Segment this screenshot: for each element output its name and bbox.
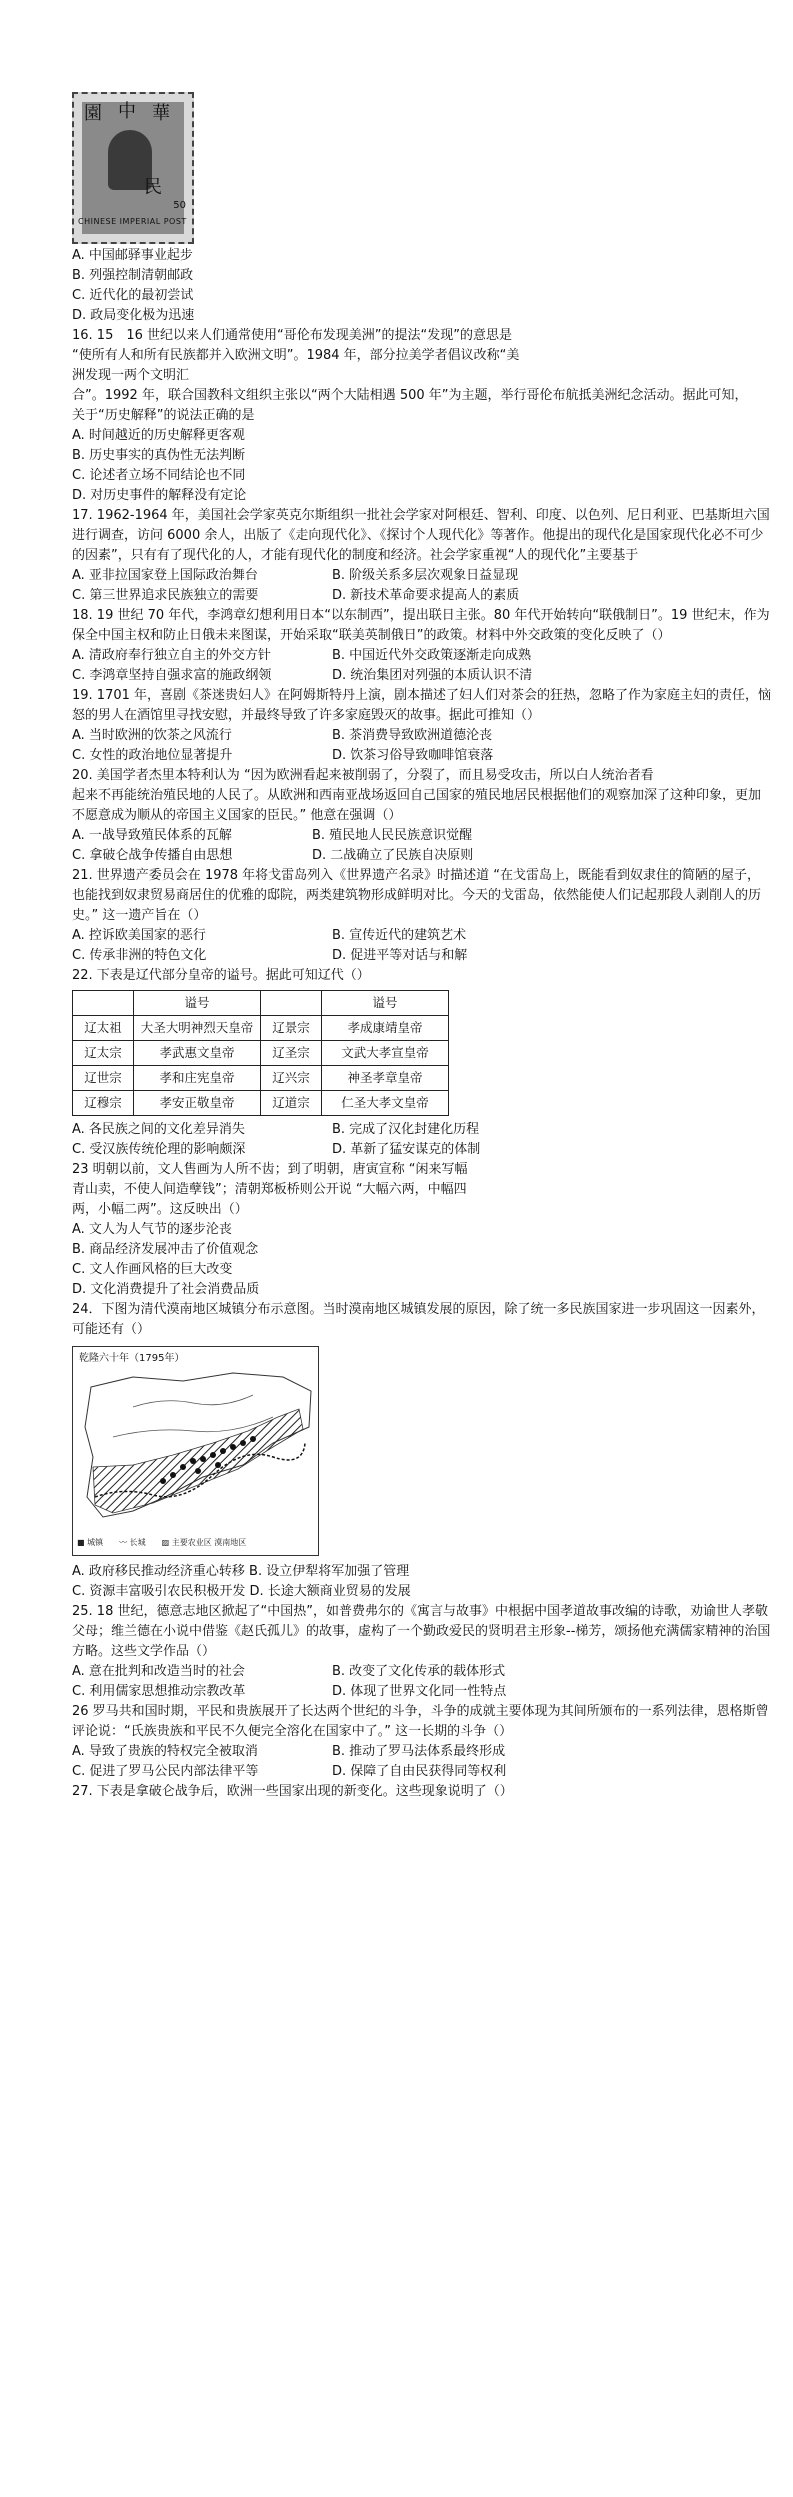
option: A. 意在批判和改造当时的社会 xyxy=(72,1664,245,1679)
question-text: 20. 美国学者杰里本特利认为 “因为欧洲看起来被削弱了，分裂了，而且易受攻击，所以白人统治者看 xyxy=(72,768,654,783)
option: C. 女性的政治地位显著提升 xyxy=(72,748,233,763)
option: A. 各民族之间的文化差异消失 xyxy=(72,1122,245,1137)
option: A. 时间越近的历史解释更客观 xyxy=(72,428,245,443)
option: D. 文化消费提升了社会消费品质 xyxy=(72,1282,260,1297)
options-grid xyxy=(72,826,772,866)
question-text: 合”。1992 年，联合国教科文组织主张以“两个大陆相遇 500 年”为主题，举行哥伦布航抵美洲纪念活动。据此可知， xyxy=(72,388,748,403)
option: A. 中国邮驿事业起步 xyxy=(72,248,193,263)
question-text: 18. 19 世纪 70 年代，李鸿章幻想利用日本“以东制西”，提出联日主张。80 年代开始转向“联俄制日”。19 世纪末，作为保全中国主权和防止日俄未来图谋，开始采取“联美英制俄日”的政策。材料中外交政策的变化反映了（） xyxy=(72,608,770,643)
question-text: 17. 1962-1964 年，美国社会学家英克尔斯组织一批社会学家对阿根廷、智利、印度、以色列、尼日利亚、巴基斯坦六国进行调查，访问 6000 余人，出版了《走向现代化》、《探讨个人现代化》等著作。他提出的现代化是国家现代化必不可少的因素”，只有有了现代化的人，才能有现代化的制度和经济。社会学家重视“人的现代化”主要基于 xyxy=(72,508,770,563)
table-cell: 孝成康靖皇帝 xyxy=(322,1016,449,1041)
option: C. 文人作画风格的巨大改变 xyxy=(72,1262,233,1277)
option: B. 历史事实的真伪性无法判断 xyxy=(72,448,246,463)
question-text: 26 罗马共和国时期，平民和贵族展开了长达两个世纪的斗争，斗争的成就主要体现为其间所颁布的一系列法律，恩格斯曾评论说：“氏族贵族和平民不久便完全溶化在国家中了。” 这一长期的斗争（） xyxy=(72,1704,769,1739)
table-row xyxy=(73,1066,449,1091)
option: C. 李鸿章坚持自强求富的施政纲领 xyxy=(72,668,272,683)
table-row xyxy=(73,1016,449,1041)
option: A. 一战导致殖民体系的瓦解 xyxy=(72,828,232,843)
table-row xyxy=(73,1091,449,1116)
question-text: “使所有人和所有民族都并入欧洲文明”。1984 年，部分拉美学者倡议改称“美 xyxy=(72,348,520,363)
emperor-table xyxy=(72,990,449,1116)
table-cell: 大圣大明神烈天皇帝 xyxy=(134,1016,261,1041)
map-title: 乾隆六十年（1795年） xyxy=(79,1353,185,1364)
table-header-cell: 谥号 xyxy=(322,991,449,1016)
option: D. 革新了猛安谋克的体制 xyxy=(332,1142,481,1157)
table-header-cell: 谥号 xyxy=(134,991,261,1016)
option: C. 论述者立场不同结论也不同 xyxy=(72,468,246,483)
option: B. 列强控制清朝邮政 xyxy=(72,268,194,283)
table-cell: 辽太宗 xyxy=(73,1041,134,1066)
stamp-char: 園 xyxy=(84,103,102,124)
question-text: 关于“历史解释”的说法正确的是 xyxy=(72,408,255,423)
option: C. 利用儒家思想推动宗教改革 xyxy=(72,1684,246,1699)
option: D. 饮茶习俗导致咖啡馆衰落 xyxy=(332,748,494,763)
town-distribution-map xyxy=(72,1346,319,1556)
option: B. 商品经济发展冲击了价值观念 xyxy=(72,1242,259,1257)
question-text: 洲发现一两个文明汇 xyxy=(72,368,190,383)
option: D. 二战确立了民族自决原则 xyxy=(312,848,474,863)
option: D. 统治集团对列强的本质认识不清 xyxy=(332,668,533,683)
table-header-row xyxy=(73,991,449,1016)
option: D. 对历史事件的解释没有定论 xyxy=(72,488,247,503)
table-cell: 辽穆宗 xyxy=(73,1091,134,1116)
options-grid xyxy=(72,1120,772,1160)
question-content xyxy=(72,246,772,1802)
table-cell: 辽太祖 xyxy=(73,1016,134,1041)
options-grid xyxy=(72,1662,772,1702)
stamp-char: 華 xyxy=(152,103,170,124)
stamp-value: 50 xyxy=(173,200,186,211)
options-grid xyxy=(72,1742,772,1782)
options-grid xyxy=(72,646,772,686)
table-cell: 辽兴宗 xyxy=(261,1066,322,1091)
table-cell: 文武大孝宣皇帝 xyxy=(322,1041,449,1066)
question-text: 两，小幅二两”。这反映出（） xyxy=(72,1202,248,1217)
question-text: 青山卖，不使人间造孽钱”；清朝郑板桥则公开说 “大幅六两，中幅四 xyxy=(72,1182,467,1197)
table-cell: 神圣孝章皇帝 xyxy=(322,1066,449,1091)
option: C. 拿破仑战争传播自由思想 xyxy=(72,848,233,863)
option: B. 推动了罗马法体系最终形成 xyxy=(332,1744,506,1759)
table-cell: 孝安正敬皇帝 xyxy=(134,1091,261,1116)
option: C. 传承非洲的特色文化 xyxy=(72,948,207,963)
option: A. 清政府奉行独立自主的外交方针 xyxy=(72,648,271,663)
table-cell: 仁圣大孝文皇帝 xyxy=(322,1091,449,1116)
option: D. 促进平等对话与和解 xyxy=(332,948,468,963)
question-text: 24．下图为清代漠南地区城镇分布示意图。当时漠南地区城镇发展的原因，除了统一多民族国家进一步巩固这一因素外，可能还有（） xyxy=(72,1302,765,1337)
question-text: 25. 18 世纪，德意志地区掀起了“中国热”，如普费弗尔的《寓言与故事》中根据中国孝道故事改编的诗歌，劝谕世人孝敬父母；维兰德在小说中借鉴《赵氏孤儿》的故事，虚构了一个勤政爱民的贤明君主形象--梯芳，颂扬他充满儒家精神的治国方略。这些文学作品（） xyxy=(72,1604,771,1659)
question-text: 27. 下表是拿破仑战争后，欧洲一些国家出现的新变化。这些现象说明了（） xyxy=(72,1784,513,1799)
option: A. 控诉欧美国家的恶行 xyxy=(72,928,206,943)
option: B. 殖民地人民民族意识觉醒 xyxy=(312,828,473,843)
option: A. 文人为人气节的逐步沦丧 xyxy=(72,1222,232,1237)
question-text: 19. 1701 年，喜剧《茶迷贵妇人》在阿姆斯特丹上演，剧本描述了妇人们对茶会的狂热，忽略了作为家庭主妇的责任，恼怒的男人在酒馆里寻找安慰，并最终导致了许多家庭毁灭的故事。据此可推知（） xyxy=(72,688,772,723)
option: C. 第三世界追求民族独立的需要 xyxy=(72,588,259,603)
stamp-caption: CHINESE IMPERIAL POST xyxy=(78,217,187,226)
option: D. 体现了世界文化同一性特点 xyxy=(332,1684,507,1699)
table-header-cell xyxy=(261,991,322,1016)
option: D. 政局变化极为迅速 xyxy=(72,308,195,323)
table-row xyxy=(73,1041,449,1066)
option: C. 近代化的最初尝试 xyxy=(72,288,194,303)
option: A. 政府移民推动经济重心转移 B. 设立伊犁将军加强了管理 xyxy=(72,1564,410,1579)
stamp-image xyxy=(72,92,194,244)
option: B. 茶消费导致欧洲道德沦丧 xyxy=(332,728,493,743)
table-cell: 辽世宗 xyxy=(73,1066,134,1091)
option: C. 受汉族传统伦理的影响颇深 xyxy=(72,1142,246,1157)
option: A. 亚非拉国家登上国际政治舞台 xyxy=(72,568,258,583)
option: A. 当时欧洲的饮茶之风流行 xyxy=(72,728,232,743)
table-cell: 孝武惠文皇帝 xyxy=(134,1041,261,1066)
option: B. 阶级关系多层次观象日益显现 xyxy=(332,568,519,583)
question-text: 22. 下表是辽代部分皇帝的谥号。据此可知辽代（） xyxy=(72,968,370,983)
options-grid xyxy=(72,926,772,966)
table-cell: 孝和庄宪皇帝 xyxy=(134,1066,261,1091)
options-grid xyxy=(72,566,772,606)
question-text: 23 明朝以前，文人售画为人所不齿；到了明朝，唐寅宣称 “闲来写幅 xyxy=(72,1162,468,1177)
option: C. 促进了罗马公民内部法律平等 xyxy=(72,1764,259,1779)
map-legend: ■ 城镇 〰 长城 ▨ 主要农业区 漠南地区 xyxy=(77,1538,247,1547)
table-cell: 辽景宗 xyxy=(261,1016,322,1041)
stamp-char: 中 xyxy=(118,101,136,122)
question-text: 21. 世界遗产委员会在 1978 年将戈雷岛列入《世界遗产名录》时描述道 “在戈雷岛上，既能看到奴隶住的简陋的屋子，也能找到奴隶贸易商居住的优雅的邸院，两类建筑物形成鲜明对比。今天的戈雷岛，依然能使人们记起那段人剥削人的历史。” 这一遗产旨在（） xyxy=(72,868,762,923)
option: A. 导致了贵族的特权完全被取消 xyxy=(72,1744,258,1759)
option: B. 改变了文化传承的载体形式 xyxy=(332,1664,506,1679)
option: D. 保障了自由民获得同等权利 xyxy=(332,1764,507,1779)
map-drawing xyxy=(73,1347,318,1555)
stamp-char: 民 xyxy=(144,177,162,198)
table-header-cell xyxy=(73,991,134,1016)
option: B. 中国近代外交政策逐渐走向成熟 xyxy=(332,648,532,663)
question-text: 16. 15 16 世纪以来人们通常使用“哥伦布发现美洲”的提法“发现”的意思是 xyxy=(72,328,512,343)
option: D. 新技术革命要求提高人的素质 xyxy=(332,588,520,603)
option: C. 资源丰富吸引农民积极开发 D. 长途大额商业贸易的发展 xyxy=(72,1584,411,1599)
options-grid xyxy=(72,726,772,766)
option: B. 宣传近代的建筑艺术 xyxy=(332,928,467,943)
question-text: 起来不再能统治殖民地的人民了。从欧洲和西南亚战场返回自己国家的殖民地居民根据他们的观察加深了这种印象，更加不愿意成为顺从的帝国主义国家的臣民。” 他意在强调（） xyxy=(72,788,762,823)
option: B. 完成了汉化封建化历程 xyxy=(332,1122,480,1137)
table-cell: 辽道宗 xyxy=(261,1091,322,1116)
table-cell: 辽圣宗 xyxy=(261,1041,322,1066)
